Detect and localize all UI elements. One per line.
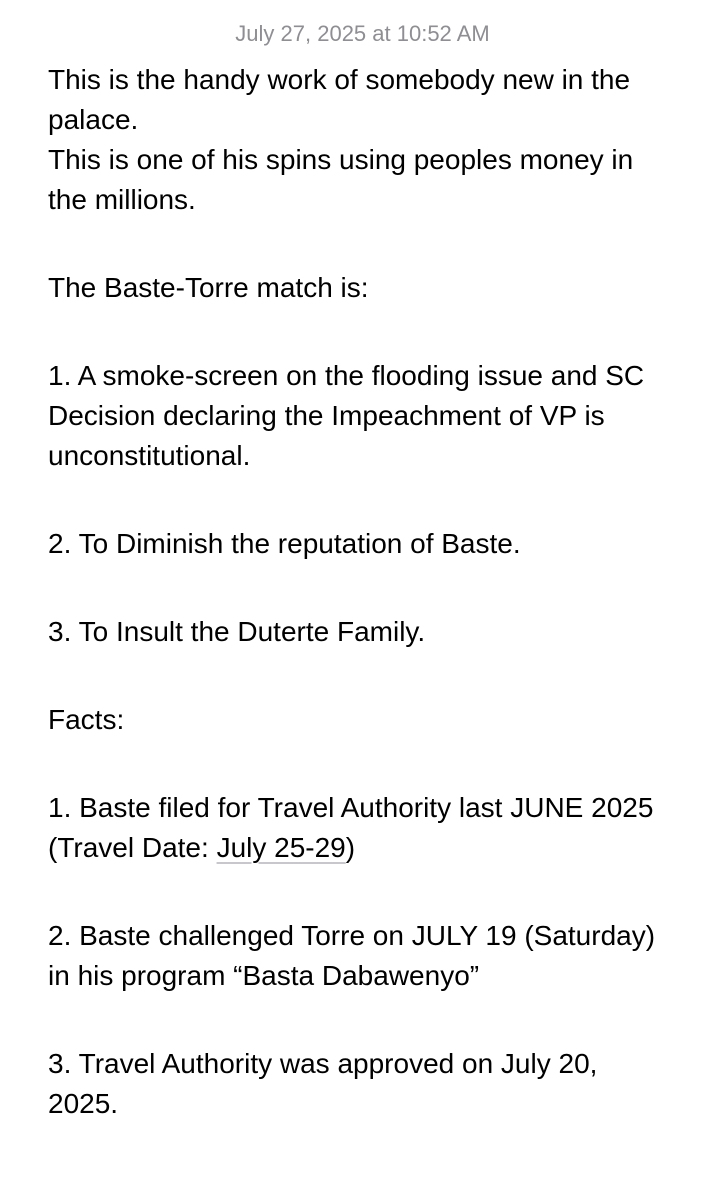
note-line: 3. Travel Authority was approved on July 20, — [48, 1048, 598, 1079]
note-line: 2. Baste challenged Torre on JULY 19 (Saturday) — [48, 920, 656, 951]
note-line: Decision declaring the Impeachment of VP is — [48, 400, 605, 431]
note-timestamp: July 27, 2025 at 10:52 AM — [235, 21, 490, 46]
blank-line — [48, 740, 708, 788]
note-line — [48, 828, 708, 868]
note-line: 1. Baste filed for Travel Authority last JUNE 2025 — [48, 792, 654, 823]
note-line: 1. A smoke-screen on the flooding issue and SC — [48, 360, 645, 391]
note-line: This is the handy work of somebody new in the — [48, 64, 631, 95]
blank-line — [48, 868, 708, 916]
note-line: in his program “Basta Dabawenyo” — [48, 960, 480, 991]
note-line: This is one of his spins using peoples money in — [48, 144, 634, 175]
travel-date-suffix: ) — [345, 832, 356, 863]
note-line: unconstitutional. — [48, 440, 251, 471]
note-line: the millions. — [48, 184, 196, 215]
blank-line — [48, 476, 708, 524]
blank-line — [48, 996, 708, 1044]
note-line: 3. To Insult the Duterte Family. — [48, 616, 426, 647]
blank-line — [48, 564, 708, 612]
blank-line — [48, 308, 708, 356]
blank-line — [48, 220, 708, 268]
note-line: 2025. — [48, 1088, 119, 1119]
note-body[interactable] — [48, 60, 708, 1124]
travel-date-prefix: (Travel Date: — [48, 832, 217, 863]
note-line: palace. — [48, 104, 139, 135]
date-link[interactable]: July 25-29 — [216, 832, 346, 863]
note-line: 2. To Diminish the reputation of Baste. — [48, 528, 521, 559]
note-line: Facts: — [48, 704, 125, 735]
blank-line — [48, 652, 708, 700]
note-line: The Baste-Torre match is: — [48, 272, 369, 303]
